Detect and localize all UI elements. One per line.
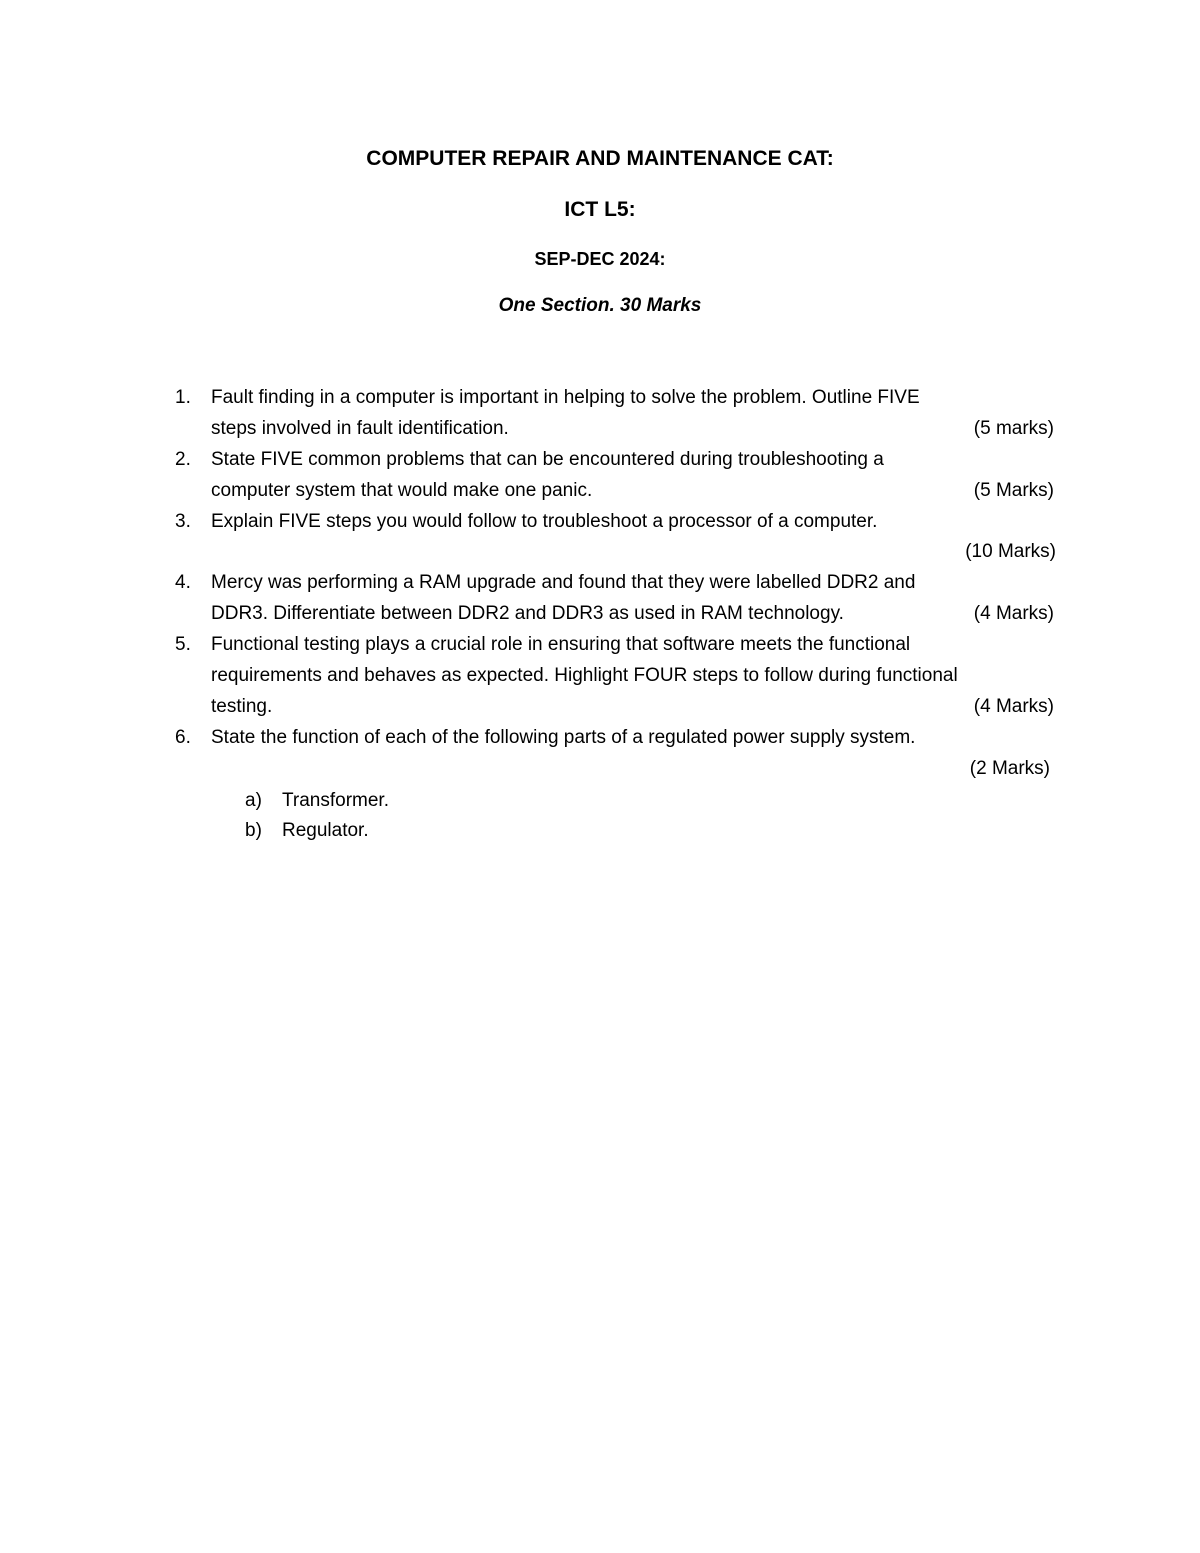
question-text-line: State FIVE common problems that can be encountered during troubleshooting a [211, 449, 884, 470]
question-number: 1. [175, 387, 191, 408]
subitem-text: Regulator. [282, 820, 369, 841]
question-marks: (4 Marks) [973, 603, 1054, 624]
question-number: 5. [175, 634, 191, 655]
question-marks: (4 Marks) [973, 696, 1054, 717]
exam-term: SEP-DEC 2024: [534, 249, 666, 269]
subitem-label: b) [245, 820, 262, 841]
exam-title: COMPUTER REPAIR AND MAINTENANCE CAT: [366, 147, 834, 170]
question-number: 2. [175, 449, 191, 470]
question-number: 3. [175, 511, 191, 532]
question-marks: (10 Marks) [965, 541, 1056, 562]
question-text-line: requirements and behaves as expected. Highlight FOUR steps to follow during functional [211, 665, 958, 686]
question-text-line: Fault finding in a computer is important in helping to solve the problem. Outline FIVE [211, 387, 920, 408]
question-marks: (2 Marks) [969, 758, 1050, 779]
subitem-text: Transformer. [282, 790, 389, 811]
question-text-line: steps involved in fault identification. [211, 418, 509, 439]
question-text-line: DDR3. Differentiate between DDR2 and DDR3 as used in RAM technology. [211, 603, 844, 624]
question-text-line: Mercy was performing a RAM upgrade and found that they were labelled DDR2 and [211, 572, 916, 593]
question-text-line: State the function of each of the following parts of a regulated power supply system. [211, 727, 916, 748]
course-code: ICT L5: [564, 198, 636, 221]
question-text-line: Explain FIVE steps you would follow to troubleshoot a processor of a computer. [211, 511, 878, 532]
subitem-label: a) [245, 790, 262, 811]
question-number: 6. [175, 727, 191, 748]
question-number: 4. [175, 572, 191, 593]
question-text-line: computer system that would make one panic. [211, 480, 593, 501]
section-info: One Section. 30 Marks [498, 295, 702, 316]
question-text-line: Functional testing plays a crucial role in ensuring that software meets the functional [211, 634, 911, 655]
question-marks: (5 Marks) [973, 480, 1054, 501]
question-marks: (5 marks) [973, 418, 1054, 439]
question-text-line: testing. [211, 696, 273, 717]
